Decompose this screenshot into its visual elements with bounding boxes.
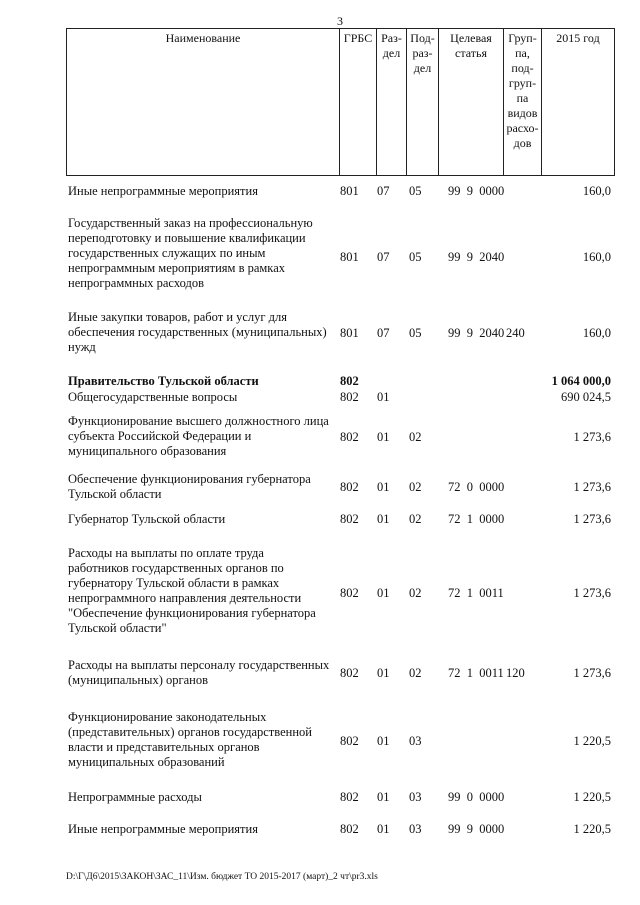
row-razdel: 01 bbox=[377, 586, 390, 600]
row-grbs: 802 bbox=[340, 822, 359, 836]
header-year: 2015 год bbox=[542, 29, 615, 176]
header-gruppa: Груп- па, под- груп- па видов расхо- дов bbox=[504, 29, 542, 176]
row-name: Иные непрограммные мероприятия bbox=[68, 184, 258, 198]
row-grbs: 802 bbox=[340, 790, 359, 804]
row-grbs: 802 bbox=[340, 666, 359, 680]
row-razdel: 01 bbox=[377, 666, 390, 680]
file-path-footer: D:\Г\Д6\2015\ЗАКОН\ЗАС_11\Изм. бюджет ТО 2015-2017 (март)_2 чт\pr3.xls bbox=[66, 872, 378, 882]
row-grbs: 802 bbox=[340, 512, 359, 526]
row-razdel: 01 bbox=[377, 790, 390, 804]
row-razdel: 01 bbox=[377, 512, 390, 526]
header-podrazdel: Под- раз- дел bbox=[407, 29, 439, 176]
header-name: Наименование bbox=[67, 29, 340, 176]
row-podrazdel: 03 bbox=[409, 734, 422, 748]
row-podrazdel: 05 bbox=[409, 326, 422, 340]
row-celevaya: 99 9 0000 bbox=[448, 184, 505, 198]
row-grbs: 802 bbox=[340, 374, 359, 388]
row-gruppa: 120 bbox=[506, 666, 525, 680]
row-name: Государственный заказ на профессиональную переподготовку и повышение квалификации государственных служащих по иным непрограммным мероприятиям в рамках непрограммных расходов bbox=[68, 216, 313, 290]
row-celevaya: 72 0 0000 bbox=[448, 480, 505, 494]
row-grbs: 802 bbox=[340, 480, 359, 494]
row-celevaya: 99 9 2040 bbox=[448, 250, 505, 264]
header-celevaya: Целевая статья bbox=[439, 29, 504, 176]
row-podrazdel: 03 bbox=[409, 822, 422, 836]
row-amount: 1 220,5 bbox=[573, 822, 611, 836]
row-podrazdel: 02 bbox=[409, 586, 422, 600]
row-name: Расходы на выплаты по оплате труда работников государственных органов по губернатору Тульской области в рамках непрограммного направления деятельности "Обеспечение функционирования губернатора Тульской области" bbox=[68, 546, 316, 635]
row-amount: 1 273,6 bbox=[573, 666, 611, 680]
row-name: Функционирование законодательных (представительных) органов государственной власти и представительных органов муниципальных образований bbox=[68, 710, 312, 769]
row-name: Правительство Тульской области bbox=[68, 374, 259, 388]
row-name: Обеспечение функционирования губернатора Тульской области bbox=[68, 472, 311, 501]
row-name: Расходы на выплаты персоналу государственных (муниципальных) органов bbox=[68, 658, 330, 687]
row-grbs: 801 bbox=[340, 184, 359, 198]
row-razdel: 01 bbox=[377, 390, 390, 404]
table-header bbox=[66, 28, 615, 176]
row-celevaya: 72 1 0011 bbox=[448, 666, 504, 680]
row-name: Иные непрограммные мероприятия bbox=[68, 822, 258, 836]
row-grbs: 802 bbox=[340, 586, 359, 600]
row-razdel: 07 bbox=[377, 250, 390, 264]
row-amount: 1 064 000,0 bbox=[551, 374, 611, 388]
row-razdel: 07 bbox=[377, 184, 390, 198]
row-name: Непрограммные расходы bbox=[68, 790, 202, 804]
row-amount: 160,0 bbox=[582, 250, 611, 264]
row-grbs: 802 bbox=[340, 430, 359, 444]
row-razdel: 01 bbox=[377, 734, 390, 748]
row-amount: 690 024,5 bbox=[561, 390, 611, 404]
row-amount: 1 273,6 bbox=[573, 430, 611, 444]
row-razdel: 07 bbox=[377, 326, 390, 340]
row-celevaya: 99 9 2040 bbox=[448, 326, 505, 340]
row-celevaya: 72 1 0000 bbox=[448, 512, 505, 526]
row-name: Функционирование высшего должностного лица субъекта Российской Федерации и муниципального образования bbox=[68, 414, 329, 458]
row-podrazdel: 03 bbox=[409, 790, 422, 804]
row-amount: 1 273,6 bbox=[573, 480, 611, 494]
row-grbs: 802 bbox=[340, 734, 359, 748]
row-podrazdel: 02 bbox=[409, 666, 422, 680]
row-amount: 1 273,6 bbox=[573, 512, 611, 526]
row-amount: 1 273,6 bbox=[573, 586, 611, 600]
row-name: Губернатор Тульской области bbox=[68, 512, 226, 526]
row-amount: 1 220,5 bbox=[573, 734, 611, 748]
row-amount: 1 220,5 bbox=[573, 790, 611, 804]
header-grbs: ГРБС bbox=[340, 29, 377, 176]
row-razdel: 01 bbox=[377, 480, 390, 494]
row-gruppa: 240 bbox=[506, 326, 525, 340]
row-celevaya: 72 1 0011 bbox=[448, 586, 504, 600]
page-number: 3 bbox=[337, 14, 343, 28]
row-name: Общегосударственные вопросы bbox=[68, 390, 238, 404]
row-grbs: 802 bbox=[340, 390, 359, 404]
row-grbs: 801 bbox=[340, 326, 359, 340]
row-amount: 160,0 bbox=[582, 184, 611, 198]
row-celevaya: 99 0 0000 bbox=[448, 790, 505, 804]
row-razdel: 01 bbox=[377, 430, 390, 444]
row-amount: 160,0 bbox=[582, 326, 611, 340]
row-podrazdel: 05 bbox=[409, 184, 422, 198]
row-celevaya: 99 9 0000 bbox=[448, 822, 505, 836]
row-podrazdel: 05 bbox=[409, 250, 422, 264]
header-razdel: Раз- дел bbox=[377, 29, 407, 176]
row-grbs: 801 bbox=[340, 250, 359, 264]
row-name: Иные закупки товаров, работ и услуг для обеспечения государственных (муниципальных) нужд bbox=[68, 310, 327, 354]
row-razdel: 01 bbox=[377, 822, 390, 836]
row-podrazdel: 02 bbox=[409, 430, 422, 444]
row-podrazdel: 02 bbox=[409, 480, 422, 494]
row-podrazdel: 02 bbox=[409, 512, 422, 526]
